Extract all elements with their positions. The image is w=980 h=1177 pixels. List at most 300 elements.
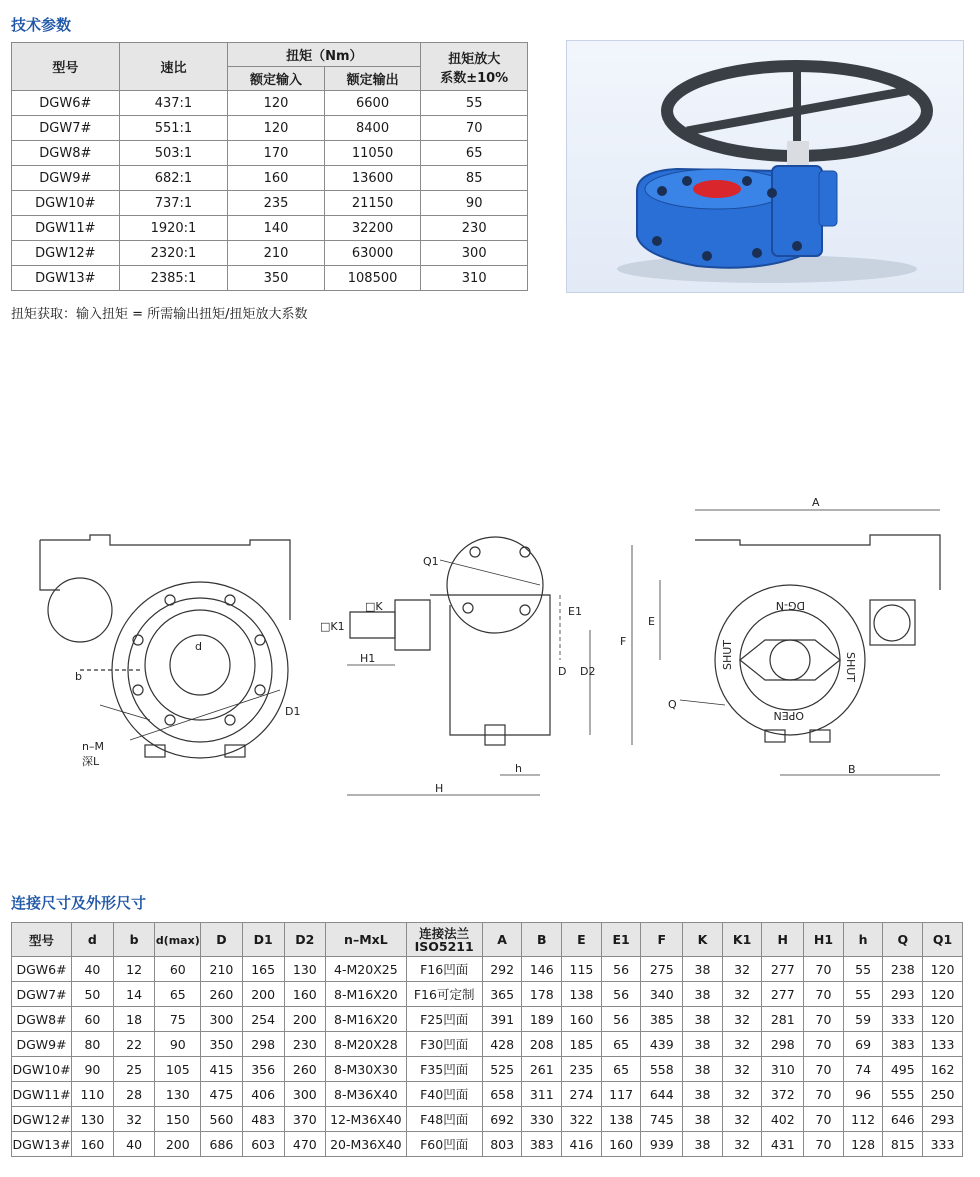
table-cell: 105	[155, 1057, 201, 1082]
table-cell: 646	[883, 1107, 923, 1132]
side-view	[347, 537, 590, 795]
table-cell: 18	[113, 1007, 155, 1032]
table-cell: 59	[843, 1007, 883, 1032]
table-row	[12, 1032, 963, 1057]
table-cell: 208	[522, 1032, 562, 1057]
table-cell: 298	[762, 1032, 804, 1057]
table-cell: 277	[762, 957, 804, 982]
table-cell: 25	[113, 1057, 155, 1082]
table-cell: 70	[804, 1082, 844, 1107]
table-cell: F40凹面	[406, 1082, 482, 1107]
label-b: b	[75, 670, 82, 683]
header-label: d(max)	[155, 934, 200, 947]
header-label: n–MxL	[344, 932, 388, 947]
table-cell: 293	[923, 1107, 963, 1132]
table-cell: F16凹面	[406, 957, 482, 982]
table-cell: 260	[201, 982, 243, 1007]
table-cell: 38	[683, 957, 723, 982]
table-cell: 333	[923, 1132, 963, 1157]
table-row	[12, 241, 528, 266]
label-B: B	[848, 763, 856, 776]
table-cell: 160	[601, 1132, 641, 1157]
table-cell: 293	[883, 982, 923, 1007]
table-cell: 261	[522, 1057, 562, 1082]
table-cell: 2385:1	[119, 266, 228, 291]
table-cell: 178	[522, 982, 562, 1007]
header-factor	[421, 43, 528, 91]
table-cell: 56	[601, 982, 641, 1007]
label-A: A	[812, 496, 820, 509]
table-cell: 310	[762, 1057, 804, 1082]
header-rated-input: 额定输入	[228, 67, 325, 91]
table-cell: 658	[482, 1082, 522, 1107]
table-cell: 235	[562, 1057, 602, 1082]
label-nM: n–M	[82, 740, 104, 753]
table-cell: 300	[284, 1082, 326, 1107]
table-cell: 340	[641, 982, 683, 1007]
header-cell	[522, 923, 562, 957]
table-cell: DGW11#	[12, 216, 120, 241]
table-cell: 372	[762, 1082, 804, 1107]
table-cell: 65	[601, 1057, 641, 1082]
table-cell: 692	[482, 1107, 522, 1132]
header-cell	[804, 923, 844, 957]
header-cell	[762, 923, 804, 957]
table-cell: 70	[804, 982, 844, 1007]
table-cell: 365	[482, 982, 522, 1007]
table-cell: 20-M36X40	[326, 1132, 406, 1157]
table-cell: 32	[722, 982, 762, 1007]
header-cell	[72, 923, 114, 957]
table-cell: DGW12#	[12, 241, 120, 266]
table-cell: 22	[113, 1032, 155, 1057]
table-cell: 310	[421, 266, 528, 291]
table-cell: 120	[228, 91, 325, 116]
table-cell: 70	[804, 957, 844, 982]
header-label: E1	[612, 932, 630, 947]
table-cell: 12	[113, 957, 155, 982]
table-cell: 238	[883, 957, 923, 982]
table-cell: 333	[883, 1007, 923, 1032]
table-cell: DGW7#	[12, 116, 120, 141]
table-cell: 138	[562, 982, 602, 1007]
table-cell: 495	[883, 1057, 923, 1082]
label-d: d	[195, 640, 202, 653]
table-row	[12, 1107, 963, 1132]
table-cell: 555	[883, 1082, 923, 1107]
indicator-red	[693, 180, 741, 198]
table-row	[12, 116, 528, 141]
table-cell: 69	[843, 1032, 883, 1057]
table-cell: 230	[284, 1032, 326, 1057]
table-cell: 391	[482, 1007, 522, 1032]
table-cell: 120	[923, 1007, 963, 1032]
table-row	[12, 982, 963, 1007]
actuator-illustration	[567, 41, 963, 292]
table-cell: 38	[683, 1132, 723, 1157]
header-cell	[683, 923, 723, 957]
table-cell: 275	[641, 957, 683, 982]
header-cell	[406, 923, 482, 957]
header-cell	[562, 923, 602, 957]
header-label: 连接法兰	[419, 925, 470, 941]
table-cell: 210	[201, 957, 243, 982]
dimension-drawing	[20, 490, 960, 820]
table-cell: 90	[72, 1057, 114, 1082]
table-cell: 140	[228, 216, 325, 241]
table-cell: 437:1	[119, 91, 228, 116]
table-cell: 383	[883, 1032, 923, 1057]
header-label: H1	[813, 932, 834, 947]
table-cell: 50	[72, 982, 114, 1007]
header-cell	[923, 923, 963, 957]
table-cell: 189	[522, 1007, 562, 1032]
header-label: D1	[253, 932, 273, 947]
header-label: D	[216, 932, 227, 947]
table-cell: 383	[522, 1132, 562, 1157]
header-cell	[722, 923, 762, 957]
table-cell: 130	[155, 1082, 201, 1107]
header-ratio: 速比	[119, 43, 228, 91]
table-cell: 65	[601, 1032, 641, 1057]
table-cell: 603	[242, 1132, 284, 1157]
table-cell: DGW10#	[12, 1057, 72, 1082]
table-cell: 32	[722, 1032, 762, 1057]
table-cell: F16可定制	[406, 982, 482, 1007]
header-cell	[843, 923, 883, 957]
table-cell: 80	[72, 1032, 114, 1057]
table-cell: 2320:1	[119, 241, 228, 266]
table-cell: 70	[804, 1057, 844, 1082]
table-cell: F30凹面	[406, 1032, 482, 1057]
table-row	[12, 1057, 963, 1082]
table-cell: 939	[641, 1132, 683, 1157]
table-cell: DGW9#	[12, 1032, 72, 1057]
table-cell: 525	[482, 1057, 522, 1082]
table-cell: 150	[155, 1107, 201, 1132]
table-cell: 28	[113, 1082, 155, 1107]
table-cell: 110	[72, 1082, 114, 1107]
table-row	[12, 266, 528, 291]
table-row	[12, 1132, 963, 1157]
header-label: b	[129, 932, 139, 947]
table-cell: F35凹面	[406, 1057, 482, 1082]
table-cell: 70	[804, 1132, 844, 1157]
dims-title: 连接尺寸及外形尺寸	[11, 894, 147, 912]
table-cell: 38	[683, 1032, 723, 1057]
table-cell: 210	[228, 241, 325, 266]
table-row	[12, 957, 963, 982]
table-cell: 130	[72, 1107, 114, 1132]
table-cell: 162	[923, 1057, 963, 1082]
tech-params-body	[12, 91, 528, 291]
table-cell: 439	[641, 1032, 683, 1057]
label-shut-left: SHUT	[721, 639, 734, 670]
label-Q1: Q1	[423, 555, 439, 568]
label-H1: H1	[360, 652, 376, 665]
label-H: H	[435, 782, 444, 795]
label-D2: D2	[580, 665, 596, 678]
table-cell: 56	[601, 1007, 641, 1032]
table-cell: 70	[421, 116, 528, 141]
table-cell: 737:1	[119, 191, 228, 216]
table-cell: DGW9#	[12, 166, 120, 191]
label-D1: D1	[285, 705, 301, 718]
table-cell: 292	[482, 957, 522, 982]
table-cell: 230	[421, 216, 528, 241]
label-h: h	[515, 762, 522, 775]
table-cell: 803	[482, 1132, 522, 1157]
header-label: K	[697, 932, 708, 947]
header-factor-line1: 扭矩放大	[448, 51, 501, 67]
table-cell: 815	[883, 1132, 923, 1157]
table-cell: DGW8#	[12, 1007, 72, 1032]
table-cell: 120	[228, 116, 325, 141]
header-label: d	[87, 932, 97, 947]
table-cell: 146	[522, 957, 562, 982]
header-cell	[155, 923, 201, 957]
table-cell: 90	[421, 191, 528, 216]
header-label: H	[777, 932, 789, 947]
table-cell: 120	[923, 957, 963, 982]
table-cell: 32	[722, 1057, 762, 1082]
header-cell	[284, 923, 326, 957]
table-cell: 503:1	[119, 141, 228, 166]
table-cell: 298	[242, 1032, 284, 1057]
table-cell: 70	[804, 1007, 844, 1032]
table-row	[12, 191, 528, 216]
label-open: OPEN	[773, 709, 804, 722]
table-cell: 8-M30X30	[326, 1057, 406, 1082]
table-cell: 170	[228, 141, 325, 166]
table-cell: 558	[641, 1057, 683, 1082]
header-rated-output: 额定输出	[324, 67, 421, 91]
table-cell: 32200	[324, 216, 421, 241]
top-view	[632, 510, 940, 775]
table-cell: 32	[722, 957, 762, 982]
table-cell: 60	[72, 1007, 114, 1032]
header-cell	[113, 923, 155, 957]
table-cell: 682:1	[119, 166, 228, 191]
table-cell: 200	[242, 982, 284, 1007]
table-cell: 13600	[324, 166, 421, 191]
flange-standard-label: ISO5211	[414, 938, 474, 954]
header-label: A	[497, 932, 507, 947]
table-cell: 70	[804, 1032, 844, 1057]
table-cell: 130	[284, 957, 326, 982]
table-cell: DGW8#	[12, 141, 120, 166]
table-cell: DGW11#	[12, 1082, 72, 1107]
table-cell: F48凹面	[406, 1107, 482, 1132]
table-cell: DGW12#	[12, 1107, 72, 1132]
table-cell: 8-M16X20	[326, 982, 406, 1007]
table-cell: 277	[762, 982, 804, 1007]
table-cell: 32	[722, 1132, 762, 1157]
table-cell: 14	[113, 982, 155, 1007]
table-cell: DGW6#	[12, 957, 72, 982]
table-cell: 70	[804, 1107, 844, 1132]
table-cell: 416	[562, 1132, 602, 1157]
label-dgn: DG-N	[775, 599, 805, 612]
label-K: □K	[365, 600, 383, 613]
table-cell: 1920:1	[119, 216, 228, 241]
table-cell: 200	[284, 1007, 326, 1032]
table-cell: 406	[242, 1082, 284, 1107]
header-torque: 扭矩（Nm）	[228, 43, 421, 67]
table-cell: 115	[562, 957, 602, 982]
table-cell: 300	[421, 241, 528, 266]
table-cell: 75	[155, 1007, 201, 1032]
table-cell: 38	[683, 1107, 723, 1132]
table-cell: 686	[201, 1132, 243, 1157]
table-cell: 133	[923, 1032, 963, 1057]
table-cell: 128	[843, 1132, 883, 1157]
table-cell: 322	[562, 1107, 602, 1132]
dimensions-body	[12, 957, 963, 1157]
table-cell: DGW6#	[12, 91, 120, 116]
label-depth: 深L	[82, 755, 100, 768]
table-cell: 96	[843, 1082, 883, 1107]
label-E: E	[648, 615, 655, 628]
table-cell: 138	[601, 1107, 641, 1132]
table-cell: 428	[482, 1032, 522, 1057]
table-cell: 55	[421, 91, 528, 116]
label-Q: Q	[668, 698, 677, 711]
table-cell: 431	[762, 1132, 804, 1157]
dimensions-header-row	[12, 923, 963, 957]
table-cell: 8400	[324, 116, 421, 141]
header-cell	[641, 923, 683, 957]
table-row	[12, 216, 528, 241]
table-cell: 85	[421, 166, 528, 191]
table-cell: 38	[683, 982, 723, 1007]
table-cell: DGW10#	[12, 191, 120, 216]
header-cell	[326, 923, 406, 957]
table-cell: 160	[72, 1132, 114, 1157]
label-D: D	[558, 665, 567, 678]
torque-note: 扭矩获取：输入扭矩 = 所需输出扭矩/扭矩放大系数	[11, 307, 308, 322]
table-cell: 185	[562, 1032, 602, 1057]
table-cell: 56	[601, 957, 641, 982]
header-model: 型号	[12, 43, 120, 91]
front-view	[40, 535, 290, 758]
table-cell: 120	[923, 982, 963, 1007]
product-photo	[566, 40, 964, 293]
table-cell: 108500	[324, 266, 421, 291]
table-cell: 254	[242, 1007, 284, 1032]
label-E1: E1	[568, 605, 582, 618]
header-label: K1	[732, 932, 752, 947]
table-cell: 55	[843, 957, 883, 982]
table-cell: 200	[155, 1132, 201, 1157]
table-cell: 60	[155, 957, 201, 982]
table-cell: 11050	[324, 141, 421, 166]
table-cell: 350	[201, 1032, 243, 1057]
table-cell: 483	[242, 1107, 284, 1132]
table-cell: DGW13#	[12, 1132, 72, 1157]
label-shut-right: SHUT	[844, 652, 857, 683]
table-cell: 370	[284, 1107, 326, 1132]
header-label: 型号	[29, 932, 55, 948]
table-cell: 12-M36X40	[326, 1107, 406, 1132]
header-cell	[242, 923, 284, 957]
table-cell: 402	[762, 1107, 804, 1132]
table-cell: 160	[284, 982, 326, 1007]
header-cell	[883, 923, 923, 957]
table-cell: 40	[72, 957, 114, 982]
table-cell: 415	[201, 1057, 243, 1082]
table-cell: F25凹面	[406, 1007, 482, 1032]
dimensions-table	[11, 922, 963, 1157]
table-cell: 385	[641, 1007, 683, 1032]
tech-params-title: 技术参数	[11, 16, 72, 34]
table-cell: F60凹面	[406, 1132, 482, 1157]
table-cell: 350	[228, 266, 325, 291]
table-row	[12, 91, 528, 116]
table-cell: 32	[722, 1007, 762, 1032]
header-label: D2	[295, 932, 315, 947]
header-label: Q	[897, 932, 909, 947]
table-cell: DGW7#	[12, 982, 72, 1007]
table-cell: 8-M36X40	[326, 1082, 406, 1107]
table-row	[12, 1007, 963, 1032]
table-cell: 281	[762, 1007, 804, 1032]
table-cell: 560	[201, 1107, 243, 1132]
table-cell: 644	[641, 1082, 683, 1107]
table-cell: 300	[201, 1007, 243, 1032]
table-row	[12, 1082, 963, 1107]
table-cell: 8-M20X28	[326, 1032, 406, 1057]
table-cell: 32	[722, 1107, 762, 1132]
table-cell: 74	[843, 1057, 883, 1082]
table-cell: 551:1	[119, 116, 228, 141]
table-cell: 40	[113, 1132, 155, 1157]
header-label: h	[858, 932, 868, 947]
table-cell: 235	[228, 191, 325, 216]
tech-params-table	[11, 42, 528, 291]
table-cell: DGW13#	[12, 266, 120, 291]
table-cell: 65	[155, 982, 201, 1007]
header-cell	[601, 923, 641, 957]
table-cell: 8-M16X20	[326, 1007, 406, 1032]
label-K1: □K1	[320, 620, 345, 633]
header-label: B	[537, 932, 547, 947]
table-cell: 38	[683, 1082, 723, 1107]
table-cell: 475	[201, 1082, 243, 1107]
table-cell: 160	[228, 166, 325, 191]
table-cell: 745	[641, 1107, 683, 1132]
table-cell: 63000	[324, 241, 421, 266]
table-cell: 6600	[324, 91, 421, 116]
table-cell: 55	[843, 982, 883, 1007]
table-cell: 470	[284, 1132, 326, 1157]
table-cell: 32	[722, 1082, 762, 1107]
table-cell: 260	[284, 1057, 326, 1082]
table-cell: 65	[421, 141, 528, 166]
table-cell: 356	[242, 1057, 284, 1082]
header-cell	[12, 923, 72, 957]
table-cell: 38	[683, 1007, 723, 1032]
table-cell: 4-M20X25	[326, 957, 406, 982]
table-cell: 117	[601, 1082, 641, 1107]
header-cell	[201, 923, 243, 957]
header-label: Q1	[932, 932, 953, 947]
label-F: F	[620, 635, 627, 648]
table-cell: 21150	[324, 191, 421, 216]
table-cell: 160	[562, 1007, 602, 1032]
table-cell: 38	[683, 1057, 723, 1082]
header-label: E	[577, 932, 586, 947]
